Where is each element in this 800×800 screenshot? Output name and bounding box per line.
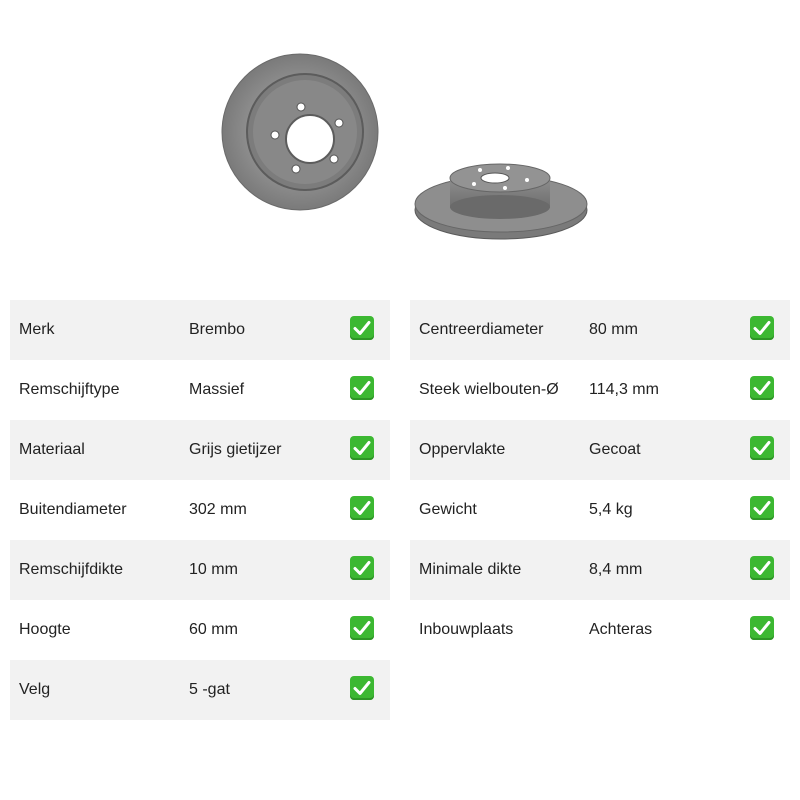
check-icon — [750, 436, 774, 460]
check-icon — [750, 316, 774, 340]
spec-value: Gecoat — [589, 441, 641, 458]
spec-table-right — [410, 300, 790, 660]
spec-row-gewicht — [410, 480, 790, 540]
spec-row-oppervlakte — [410, 420, 790, 480]
check-icon — [750, 496, 774, 520]
spec-value: 114,3 mm — [589, 381, 659, 398]
brake-disc-side-icon — [415, 164, 587, 239]
spec-table-left — [10, 300, 390, 720]
spec-row-velg — [10, 660, 390, 720]
spec-label: Gewicht — [419, 501, 477, 518]
brake-disc-front-icon — [222, 54, 378, 210]
spec-row-minimale-dikte — [410, 540, 790, 600]
spec-row-merk — [10, 300, 390, 360]
check-icon — [350, 376, 374, 400]
check-icon — [350, 496, 374, 520]
spec-value: 302 mm — [189, 501, 247, 518]
spec-label: Oppervlakte — [419, 441, 506, 458]
spec-value: 5,4 kg — [589, 501, 633, 518]
check-icon — [350, 436, 374, 460]
spec-label: Steek wielbouten-Ø — [419, 381, 559, 398]
spec-value: Brembo — [189, 321, 246, 338]
spec-label: Buitendiameter — [19, 501, 127, 518]
spec-label: Hoogte — [19, 621, 71, 638]
spec-row-materiaal — [10, 420, 390, 480]
check-icon — [350, 616, 374, 640]
spec-label: Remschijfdikte — [19, 561, 124, 578]
spec-label: Merk — [19, 321, 55, 338]
spec-row-buitendiameter — [10, 480, 390, 540]
spec-value: 5 -gat — [189, 681, 230, 698]
check-icon — [350, 556, 374, 580]
check-icon — [750, 616, 774, 640]
spec-row-hoogte — [10, 600, 390, 660]
check-icon — [750, 556, 774, 580]
check-icon — [750, 376, 774, 400]
spec-row-inbouwplaats — [410, 600, 790, 660]
spec-row-centreerdiameter — [410, 300, 790, 360]
spec-label: Centreerdiameter — [419, 321, 544, 338]
spec-label: Remschijftype — [19, 381, 120, 398]
check-icon — [350, 316, 374, 340]
spec-label: Velg — [19, 681, 51, 698]
spec-value: Achteras — [589, 621, 653, 638]
spec-value: 8,4 mm — [589, 561, 643, 578]
spec-value: 10 mm — [189, 561, 238, 578]
spec-row-remschijftype — [10, 360, 390, 420]
spec-row-steek-wielbouten — [410, 360, 790, 420]
spec-value: Massief — [189, 381, 245, 398]
spec-value: 60 mm — [189, 621, 238, 638]
spec-label: Materiaal — [19, 441, 85, 458]
spec-row-remschijfdikte — [10, 540, 390, 600]
product-image — [0, 0, 800, 290]
check-icon — [350, 676, 374, 700]
spec-value: Grijs gietijzer — [189, 441, 282, 458]
spec-value: 80 mm — [589, 321, 638, 338]
spec-label: Inbouwplaats — [419, 621, 514, 638]
spec-label: Minimale dikte — [419, 561, 522, 578]
